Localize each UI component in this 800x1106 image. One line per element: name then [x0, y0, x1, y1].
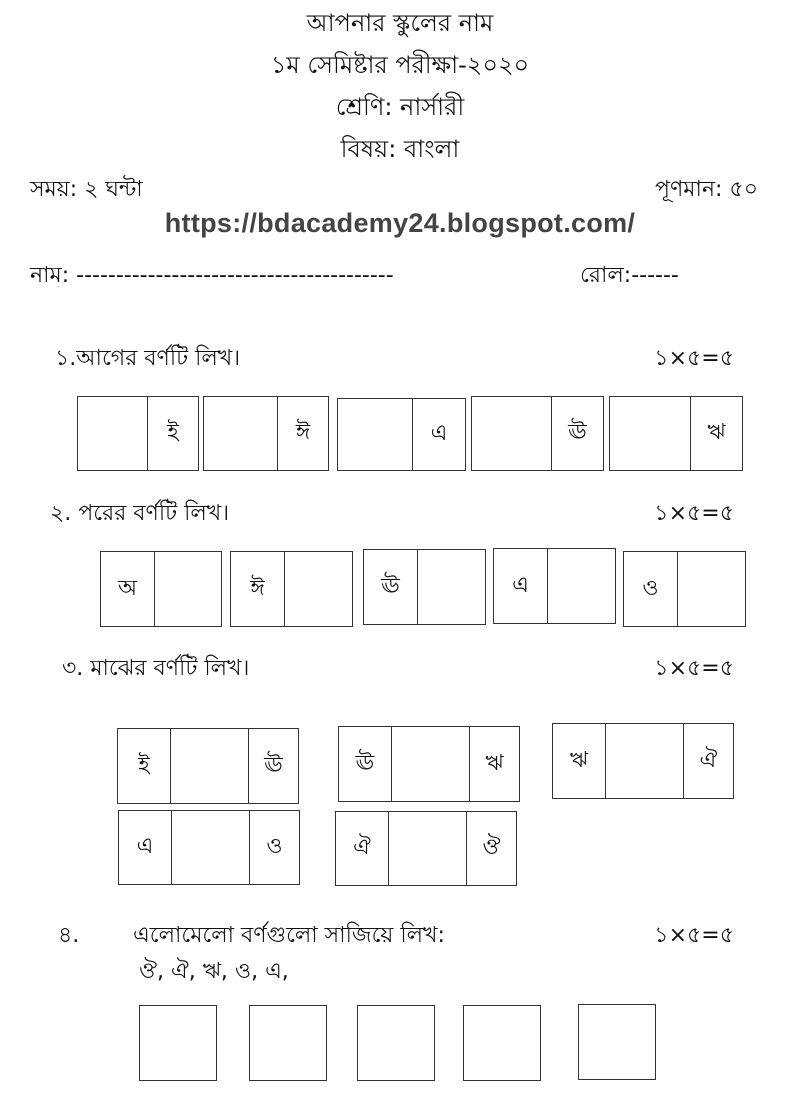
answer-cell[interactable] — [417, 550, 485, 624]
roll-field-line: রোল:------ — [580, 263, 679, 288]
answer-cell[interactable] — [677, 552, 745, 626]
time-label: সময়: ২ ঘন্টা — [30, 177, 143, 202]
question-4-number: ৪. — [58, 923, 80, 948]
q2-box-2 — [230, 551, 353, 627]
q1-box-2 — [203, 396, 329, 471]
q3-box-4 — [118, 810, 300, 885]
answer-cell[interactable] — [338, 399, 412, 470]
watermark-url: https://bdacademy24.blogspot.com/ — [164, 208, 636, 238]
q3-box-5 — [335, 811, 517, 886]
q1-box-1 — [77, 396, 199, 471]
q2-box-3 — [363, 549, 486, 625]
answer-cell[interactable] — [605, 724, 683, 798]
letter-cell: ও — [642, 575, 659, 601]
letter-cell: ঔ — [466, 812, 516, 885]
full-marks-label: পূণমান: ৫০ — [655, 177, 758, 202]
question-4-text: এলোমেলো বর্ণগুলো সাজিয়ে লিখ: — [133, 923, 445, 948]
question-number: ১. — [55, 346, 77, 371]
letter-cell: ই — [147, 397, 198, 470]
letter-cell: অ — [117, 575, 138, 601]
answer-cell[interactable] — [78, 397, 147, 470]
question-1-marks: ১×৫=৫ — [654, 346, 734, 371]
letter-cell: এ — [512, 572, 529, 598]
letter-cell: ঐ — [683, 724, 733, 798]
question-3-marks: ১×৫=৫ — [654, 656, 734, 681]
letter-cell: এ — [412, 399, 465, 470]
q3-box-2 — [338, 726, 520, 802]
letter-cell: ঊ — [381, 573, 400, 599]
answer-cell[interactable] — [284, 552, 352, 626]
question-text: পরের বর্ণটি লিখ। — [78, 501, 230, 526]
q2-box-1 — [100, 551, 222, 627]
q1-box-5 — [609, 396, 743, 471]
q3-box-1 — [117, 728, 299, 804]
question-text: মাঝের বর্ণটি লিখ। — [90, 656, 250, 681]
q4-answer-box-3[interactable] — [357, 1005, 435, 1081]
q4-answer-box-1[interactable] — [139, 1005, 217, 1081]
q1-box-3 — [337, 398, 466, 471]
letter-cell: ই — [138, 752, 150, 778]
answer-cell[interactable] — [391, 727, 469, 801]
q4-answer-box-4[interactable] — [463, 1005, 541, 1081]
q3-box-3 — [552, 723, 734, 799]
school-name: আপনার স্কুলের নাম — [306, 9, 494, 37]
q2-box-4 — [493, 548, 616, 624]
letter-cell: ঈ — [277, 397, 328, 470]
q1-box-4 — [471, 396, 604, 471]
question-4-marks: ১×৫=৫ — [654, 923, 734, 948]
question-number: ৩. — [62, 656, 84, 681]
letter-cell: ঐ — [353, 835, 371, 860]
answer-cell[interactable] — [204, 397, 277, 470]
letter-cell: ঋ — [690, 397, 742, 470]
question-2-heading — [50, 500, 229, 528]
answer-cell[interactable] — [154, 552, 221, 626]
question-text: আগের বর্ণটি লিখ। — [76, 346, 241, 371]
q4-answer-box-5[interactable] — [578, 1004, 656, 1080]
q4-answer-box-2[interactable] — [249, 1005, 327, 1081]
answer-cell[interactable] — [472, 397, 551, 470]
letter-cell: ও — [249, 811, 299, 884]
answer-cell[interactable] — [547, 549, 615, 623]
letter-cell: ঈ — [250, 575, 265, 601]
exam-title: ১ম সেমিষ্টার পরীক্ষা-২০২০ — [270, 51, 530, 79]
jumbled-letters: ঔ, ঐ, ঋ, ও, এ, — [139, 959, 289, 984]
class-label: শ্রেণি: নার্সারী — [335, 93, 465, 121]
letter-cell: ঋ — [469, 727, 519, 801]
letter-cell: এ — [136, 834, 154, 859]
answer-cell[interactable] — [170, 729, 248, 803]
name-field-line: নাম: ---------------------------------------- — [30, 263, 394, 288]
letter-cell: ঋ — [569, 747, 589, 773]
question-number: ২. — [50, 501, 72, 526]
letter-cell: ঊ — [355, 750, 375, 776]
answer-cell[interactable] — [388, 812, 466, 885]
answer-cell[interactable] — [610, 397, 690, 470]
question-2-marks: ১×৫=৫ — [654, 501, 734, 526]
question-3-heading — [62, 655, 249, 683]
answer-cell[interactable] — [171, 811, 249, 884]
subject-label: বিষয়: বাংলা — [340, 135, 460, 163]
q2-box-5 — [623, 551, 746, 627]
question-1-heading — [55, 345, 240, 373]
letter-cell: ঊ — [248, 729, 298, 803]
letter-cell: ঊ — [551, 397, 603, 470]
